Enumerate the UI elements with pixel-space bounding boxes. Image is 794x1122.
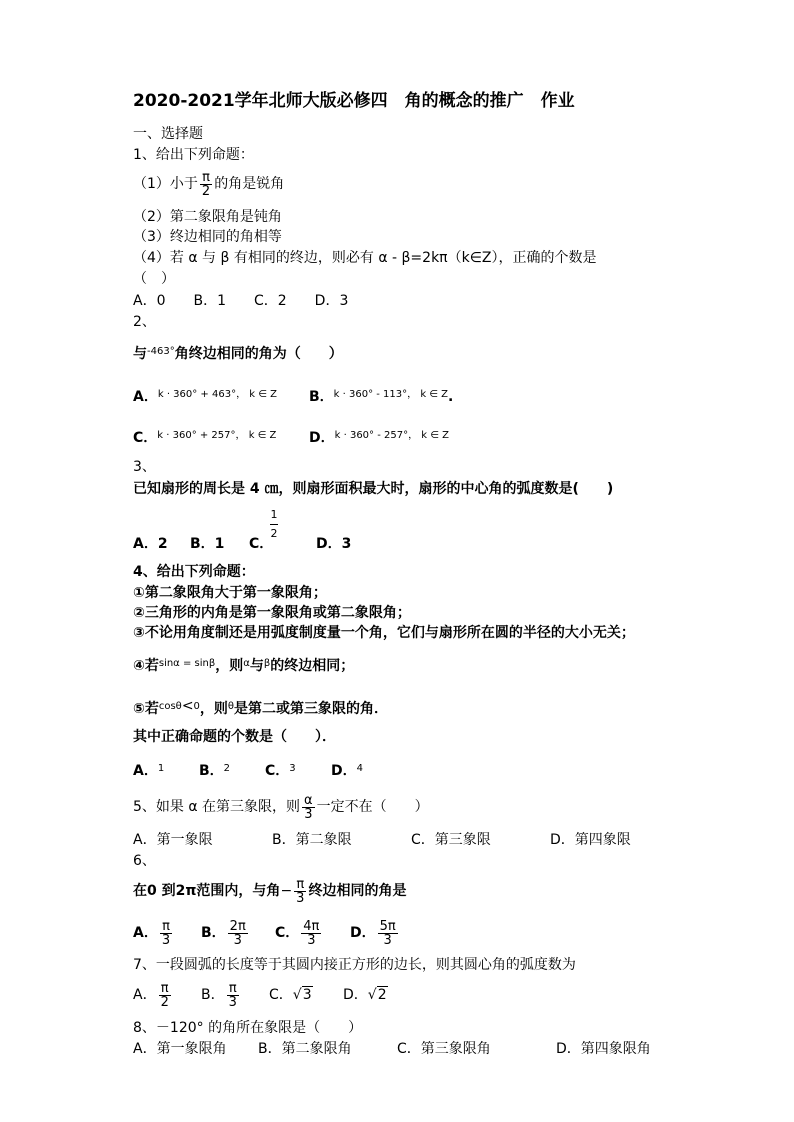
s4-prefix: ④若 xyxy=(133,658,159,674)
minus-sign: − xyxy=(280,883,293,899)
radicand: 2 xyxy=(377,987,387,1003)
q8-option-c: C．第三象限角 xyxy=(397,1041,491,1057)
option-label: B． xyxy=(201,925,226,941)
fraction-numerator: 2π xyxy=(229,918,246,934)
q4-option-c xyxy=(265,762,296,782)
option-expression: k · 360° + 463°， k ∈ Z xyxy=(157,389,277,400)
option-fraction xyxy=(159,982,171,1009)
fraction-numerator: π xyxy=(162,918,170,934)
option-fraction xyxy=(378,920,398,947)
option-label: A． xyxy=(133,763,158,779)
q2-option-c xyxy=(133,429,276,449)
q2-stem-suffix: 角终边相同的角为（ ） xyxy=(174,346,343,362)
q1-p1-suffix: 的角是锐角 xyxy=(214,176,285,192)
q2-angle-value: -463° xyxy=(147,346,175,357)
option-fraction xyxy=(301,920,321,947)
option-label: A． xyxy=(133,987,157,1003)
q4-option-d xyxy=(331,762,363,782)
sqrt-expression: √2 xyxy=(367,987,387,1003)
q3-option-c-fraction xyxy=(270,508,278,541)
s5-middle: ，则 xyxy=(199,701,228,717)
fraction-numerator: 1 xyxy=(270,508,278,521)
pi-over-2-fraction xyxy=(200,171,212,198)
option-value: 2 xyxy=(223,763,231,774)
q3-option-a: A．2 xyxy=(133,536,168,552)
s4-alpha: α xyxy=(243,658,250,669)
s5-prefix: ⑤若 xyxy=(133,701,159,717)
q1-proposition-1 xyxy=(133,170,284,198)
q4-stem: 4、给出下列命题： xyxy=(133,564,255,580)
q3-option-d: D．3 xyxy=(316,536,352,552)
q1-proposition-3: （3）终边相同的角相等 xyxy=(133,229,282,245)
fraction-denominator: 3 xyxy=(304,806,313,822)
page-title: 2020-2021学年北师大版必修四 角的概念的推广 作业 xyxy=(133,91,575,111)
s4-expression: sinα = sinβ xyxy=(158,658,216,669)
q6-option-d xyxy=(350,918,400,948)
q2-option-d xyxy=(309,429,449,449)
q6-stem-prefix: 在0 到2π范围内，与角 xyxy=(133,883,281,899)
q6-number: 6、 xyxy=(133,853,156,869)
option-label: C． xyxy=(275,925,300,941)
q4-option-b xyxy=(199,762,230,782)
fraction-numerator: π xyxy=(202,169,210,185)
fraction-numerator: 5π xyxy=(379,918,396,934)
option-trailing-dot: . xyxy=(448,389,454,405)
q8-option-d: D．第四象限角 xyxy=(556,1041,651,1057)
option-value: 1 xyxy=(157,763,165,774)
q6-option-a xyxy=(133,918,174,948)
option-label: D． xyxy=(343,987,368,1003)
q5-option-a: A．第一象限 xyxy=(133,832,213,848)
option-fraction xyxy=(160,920,172,947)
option-fraction xyxy=(227,982,239,1009)
fraction-denominator: 3 xyxy=(383,932,392,948)
s5-zero: 0 xyxy=(193,701,200,712)
q2-option-b xyxy=(309,388,453,408)
q8-option-a: A．第一象限角 xyxy=(133,1041,227,1057)
s4-beta: β xyxy=(263,658,271,669)
q3-option-c-label: C． xyxy=(249,536,274,552)
q5-option-b: B．第二象限 xyxy=(272,832,352,848)
fraction-numerator: π xyxy=(228,980,237,996)
s5-less-than: < xyxy=(181,698,194,714)
option-expression: k · 360° + 257°， k ∈ Z xyxy=(157,430,277,441)
option-expression: k · 360° - 113°， k ∈ Z xyxy=(333,389,449,400)
fraction-numerator: α xyxy=(304,792,313,808)
q5-stem xyxy=(133,792,429,822)
s4-suffix: 的终边相同； xyxy=(270,658,355,674)
q8-stem: 8、－120° 的角所在象限是（ ） xyxy=(133,1020,363,1036)
fraction-denominator: 3 xyxy=(233,932,242,948)
fraction-denominator: 3 xyxy=(307,932,316,948)
option-value: 4 xyxy=(356,763,363,774)
fraction-denominator: 2 xyxy=(270,527,278,540)
q5-stem-suffix: 一定不在（ ） xyxy=(316,799,429,815)
option-expression: k · 360° - 257°， k ∈ Z xyxy=(334,430,449,441)
q8-option-b: B．第二象限角 xyxy=(258,1041,352,1057)
option-label: A． xyxy=(133,389,158,405)
q5-stem-prefix: 5、如果 α 在第三象限，则 xyxy=(133,799,301,815)
option-label: D． xyxy=(331,763,357,779)
q1-answer-blank: （ ） xyxy=(133,271,175,287)
q7-option-a xyxy=(133,980,173,1010)
fraction-denominator: 3 xyxy=(228,994,237,1010)
option-label: D． xyxy=(350,925,376,941)
q4-statement-2: ②三角形的内角是第一象限角或第二象限角； xyxy=(133,605,411,621)
s5-expression: cosθ xyxy=(158,701,182,712)
fraction-denominator: 3 xyxy=(161,932,171,948)
fraction-denominator: 2 xyxy=(160,994,169,1010)
s5-theta: θ xyxy=(227,701,235,712)
option-label: C． xyxy=(133,430,158,446)
q1-options: A．0 B．1 C．2 D．3 xyxy=(133,293,349,309)
pi-over-3-fraction xyxy=(294,878,306,905)
q1-p1-prefix: （1）小于 xyxy=(133,176,198,192)
radicand: 3 xyxy=(302,987,312,1003)
q5-option-d: D．第四象限 xyxy=(550,832,631,848)
q7-option-c xyxy=(269,986,313,1004)
option-label: B． xyxy=(309,389,334,405)
s4-middle: ，则 xyxy=(215,658,244,674)
option-label: D． xyxy=(309,430,335,446)
option-value: 3 xyxy=(289,763,296,774)
q2-option-a xyxy=(133,388,277,408)
q3-stem: 已知扇形的周长是 4 ㎝，则扇形面积最大时，扇形的中心角的弧度数是( ) xyxy=(133,481,614,497)
q7-option-b xyxy=(201,980,241,1010)
q1-proposition-4: （4）若 α 与 β 有相同的终边，则必有 α - β=2kπ（k∈Z），正确的个数是 xyxy=(133,250,597,266)
section-heading: 一、选择题 xyxy=(133,126,203,142)
s5-suffix: 是第二或第三象限的角． xyxy=(234,701,389,717)
fraction-numerator: π xyxy=(296,876,305,892)
s4-connector: 与 xyxy=(249,658,264,674)
q4-statement-1: ①第二象限角大于第一象限角； xyxy=(133,585,327,601)
q3-option-b: B．1 xyxy=(190,536,225,552)
option-fraction xyxy=(228,920,248,947)
alpha-over-3-fraction xyxy=(302,794,315,821)
q7-stem: 7、一段圆弧的长度等于其圆内接正方形的边长，则其圆心角的弧度数为 xyxy=(133,957,576,973)
q4-option-a xyxy=(133,762,164,782)
q1-stem: 1、给出下列命题： xyxy=(133,147,254,163)
fraction-denominator: 3 xyxy=(296,890,305,906)
q4-statement-3: ③不论用角度制还是用弧度制度量一个角，它们与扇形所在圆的半径的大小无关； xyxy=(133,625,635,641)
fraction-denominator: 2 xyxy=(201,183,211,199)
option-label: C． xyxy=(269,987,293,1003)
q4-statement-5 xyxy=(133,700,388,720)
q5-option-c: C．第三象限 xyxy=(411,832,491,848)
q1-proposition-2: （2）第二象限角是钝角 xyxy=(133,209,282,225)
q4-statement-4 xyxy=(133,657,354,677)
q6-option-c xyxy=(275,918,323,948)
q2-number: 2、 xyxy=(133,314,156,330)
fraction-bar xyxy=(270,524,278,525)
q2-stem-prefix: 与 xyxy=(133,346,147,362)
q6-stem xyxy=(133,876,406,906)
option-label: C． xyxy=(265,763,290,779)
fraction-numerator: 4π xyxy=(303,918,320,934)
option-label: B． xyxy=(199,763,224,779)
option-label: B． xyxy=(201,987,225,1003)
q6-stem-suffix: 终边相同的角是 xyxy=(308,883,407,899)
q2-stem xyxy=(133,345,343,365)
q7-option-d xyxy=(343,986,388,1004)
sqrt-expression: √3 xyxy=(292,987,312,1003)
option-label: A． xyxy=(133,925,158,941)
q3-number: 3、 xyxy=(133,459,156,475)
q4-ask: 其中正确命题的个数是（ ）． xyxy=(133,729,336,745)
q6-option-b xyxy=(201,918,250,948)
fraction-numerator: π xyxy=(160,980,169,996)
